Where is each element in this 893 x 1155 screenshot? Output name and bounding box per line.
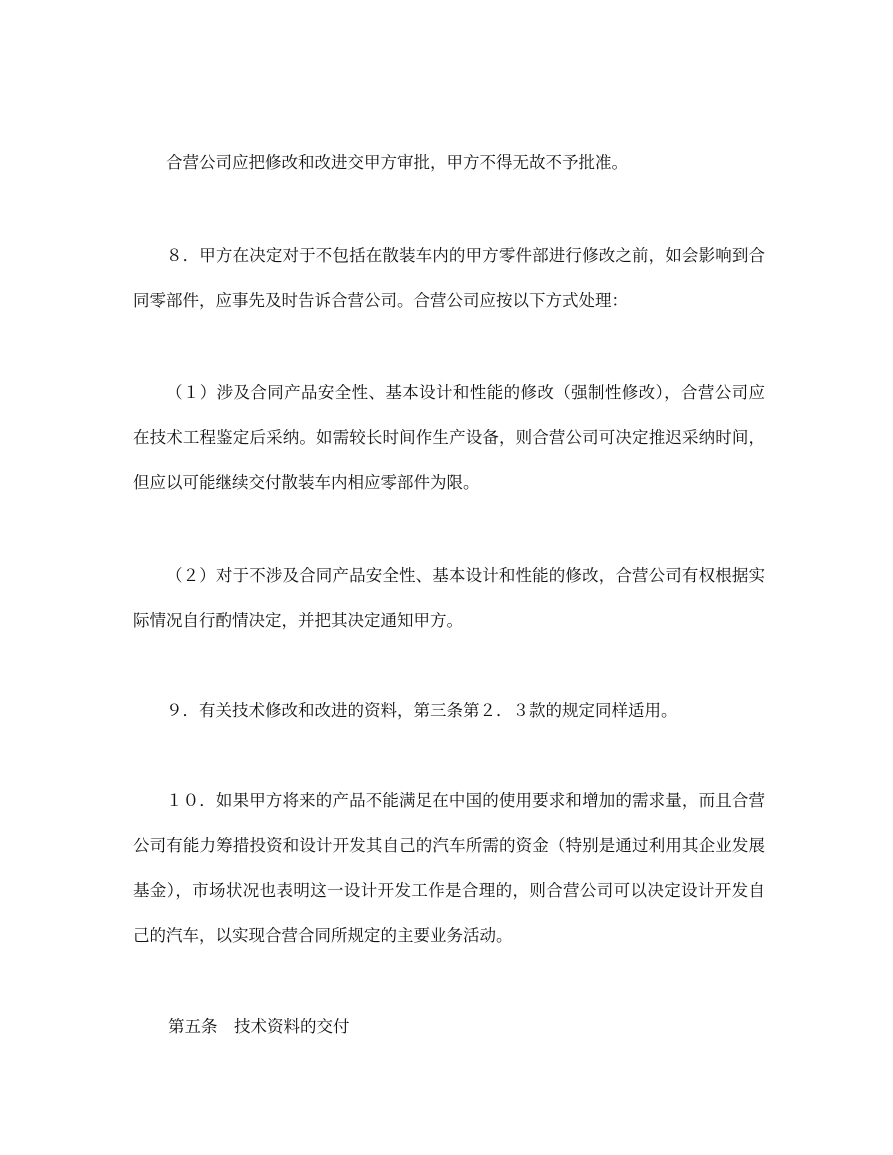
paragraph-clause-10: １０．如果甲方将来的产品不能满足在中国的使用要求和增加的需求量，而且合营公司有能力筹措投资和设计开发其自己的汽车所需的资金（特别是通过利用其企业发展基金），市场状况也表明这一设计开发工作是合理的，则合营公司可以决定设计开发自己的汽车，以实现合营合同所规定的主要业务活动。 [133, 791, 765, 945]
paragraph-approval: 合营公司应把修改和改进交甲方审批，甲方不得无故不予批准。 [166, 153, 628, 172]
paragraph-clause-8: ８．甲方在决定对于不包括在散装车内的甲方零件部进行修改之前，如会影响到合同零部件，应事先及时告诉合营公司。合营公司应按以下方式处理： [133, 246, 765, 310]
paragraph-item-2: （２）对于不涉及合同产品安全性、基本设计和性能的修改，合营公司有权根据实际情况自行酌情决定，并把其决定通知甲方。 [133, 566, 765, 630]
paragraph-clause-9: ９．有关技术修改和改进的资料，第三条第２．３款的规定同样适用。 [166, 701, 678, 720]
section-heading-article-5: 第五条 技术资料的交付 [168, 1017, 350, 1036]
paragraph-item-1: （１）涉及合同产品安全性、基本设计和性能的修改（强制性修改），合营公司应在技术工程鉴定后采纳。如需较长时间作生产设备，则合营公司可决定推迟采纳时间，但应以可能继续交付散装车内相应零部件为限。 [133, 383, 765, 492]
